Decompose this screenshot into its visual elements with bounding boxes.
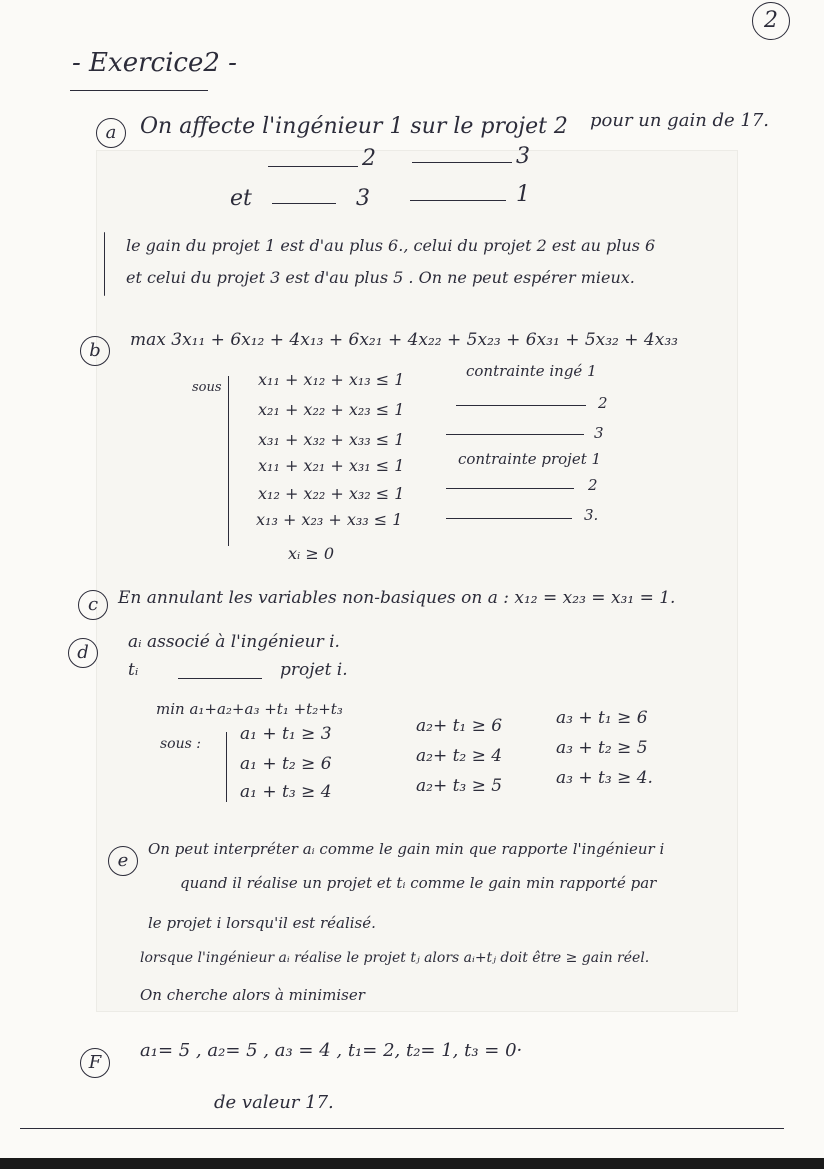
constraint-expr: x₂₁ + x₂₂ + x₂₃ ≤ 1 (258, 400, 405, 419)
part-e-line3: le projet i lorsqu'il est réalisé. (148, 914, 376, 932)
scan-border (0, 1158, 824, 1169)
part-a-line2-num2: 3 (516, 144, 530, 169)
positivity-constraint: xᵢ ≥ 0 (288, 544, 334, 563)
constraint-note: 2 (598, 394, 608, 412)
ditto-line (178, 678, 262, 679)
part-d-sous: sous : (160, 736, 201, 752)
ditto-line (446, 434, 584, 435)
ditto-line (412, 162, 512, 163)
constraint-expr: x₁₃ + x₂₃ + x₃₃ ≤ 1 (256, 510, 403, 529)
part-f-valeur: de valeur 17. (214, 1092, 334, 1113)
dual-constraint: a₂+ t₂ ≥ 4 (416, 746, 503, 766)
ditto-line (446, 518, 572, 519)
dual-system-bracket (226, 732, 227, 802)
part-d-line2-var: tᵢ (128, 660, 139, 680)
part-e-line5: On cherche alors à minimiser (140, 986, 365, 1004)
dual-constraint: a₃ + t₂ ≥ 5 (556, 738, 648, 758)
ditto-line (272, 203, 336, 204)
constraint-expr: x₁₁ + x₁₂ + x₁₃ ≤ 1 (258, 370, 405, 389)
part-e-line2: quand il réalise un projet et tᵢ comme le gain min rapporté par (180, 874, 657, 892)
dual-constraint: a₃ + t₃ ≥ 4. (556, 768, 653, 788)
title-underline (70, 90, 208, 91)
part-a-line2-num1: 2 (362, 146, 376, 171)
dual-constraint: a₃ + t₁ ≥ 6 (556, 708, 648, 728)
part-b-label: b (80, 336, 110, 366)
part-c-text: En annulant les variables non-basiques on a : x₁₂ = x₂₃ = x₃₁ = 1. (118, 588, 676, 608)
dual-constraint: a₁ + t₂ ≥ 6 (240, 754, 332, 774)
part-e-line1: On peut interpréter aᵢ comme le gain min que rapporte l'ingénieur i (148, 840, 665, 858)
part-a-line3-num1: 3 (356, 186, 370, 211)
constraint-note: 3 (594, 424, 604, 442)
part-d-label: d (68, 638, 98, 668)
part-a-line3-num2: 1 (516, 182, 530, 207)
part-a-et: et (230, 186, 252, 211)
ditto-line (410, 200, 506, 201)
dual-constraint: a₂+ t₁ ≥ 6 (416, 716, 503, 736)
constraint-expr: x₁₁ + x₂₁ + x₃₁ ≤ 1 (258, 456, 405, 475)
part-c-label: c (78, 590, 108, 620)
dual-constraint: a₂+ t₃ ≥ 5 (416, 776, 503, 796)
part-a-label: a (96, 118, 126, 148)
bottom-rule (20, 1128, 784, 1129)
ditto-line (456, 405, 586, 406)
page-number: 2 (752, 2, 790, 40)
open-paren (104, 232, 105, 296)
part-f-label: F (80, 1048, 110, 1078)
exercise-title: - Exercice2 - (72, 48, 237, 78)
part-d-line1: aᵢ associé à l'ingénieur i. (128, 632, 340, 652)
dual-constraint: a₁ + t₃ ≥ 4 (240, 782, 332, 802)
constraint-note: 2 (588, 476, 598, 494)
part-f-values: a₁= 5 , a₂= 5 , a₃ = 4 , t₁= 2, t₂= 1, t₃ = 0· (140, 1040, 523, 1061)
constraint-expr: x₁₂ + x₂₂ + x₃₂ ≤ 1 (258, 484, 405, 503)
part-a-line1: On affecte l'ingénieur 1 sur le projet 2 (140, 114, 568, 139)
part-d-objective: min a₁+a₂+a₃ +t₁ +t₂+t₃ (156, 700, 343, 718)
constraint-note: contrainte projet 1 (458, 450, 602, 468)
constraint-note: contrainte ingé 1 (466, 362, 597, 380)
dual-constraint: a₁ + t₁ ≥ 3 (240, 724, 332, 744)
part-b-objective: max 3x₁₁ + 6x₁₂ + 4x₁₃ + 6x₂₁ + 4x₂₂ + 5x₂₃ + 6x₃₁ + 5x₃₂ + 4x₃₃ (130, 330, 678, 350)
ditto-line (446, 488, 574, 489)
part-e-line4: lorsque l'ingénieur aᵢ réalise le projet tⱼ alors aᵢ+tⱼ doit être ≥ gain réel. (140, 950, 650, 966)
ditto-line (268, 166, 358, 167)
part-a-paren-line2: et celui du projet 3 est d'au plus 5 . On ne peut espérer mieux. (126, 268, 635, 287)
system-bracket (228, 376, 229, 546)
part-b-sous: sous (192, 380, 222, 395)
part-d-line2-rest: projet i. (280, 660, 348, 680)
part-a-paren-line1: le gain du projet 1 est d'au plus 6., celui du projet 2 est au plus 6 (126, 236, 656, 255)
constraint-expr: x₃₁ + x₃₂ + x₃₃ ≤ 1 (258, 430, 405, 449)
part-a-gain: pour un gain de 17. (590, 110, 770, 131)
part-e-label: e (108, 846, 138, 876)
constraint-note: 3. (584, 506, 599, 524)
